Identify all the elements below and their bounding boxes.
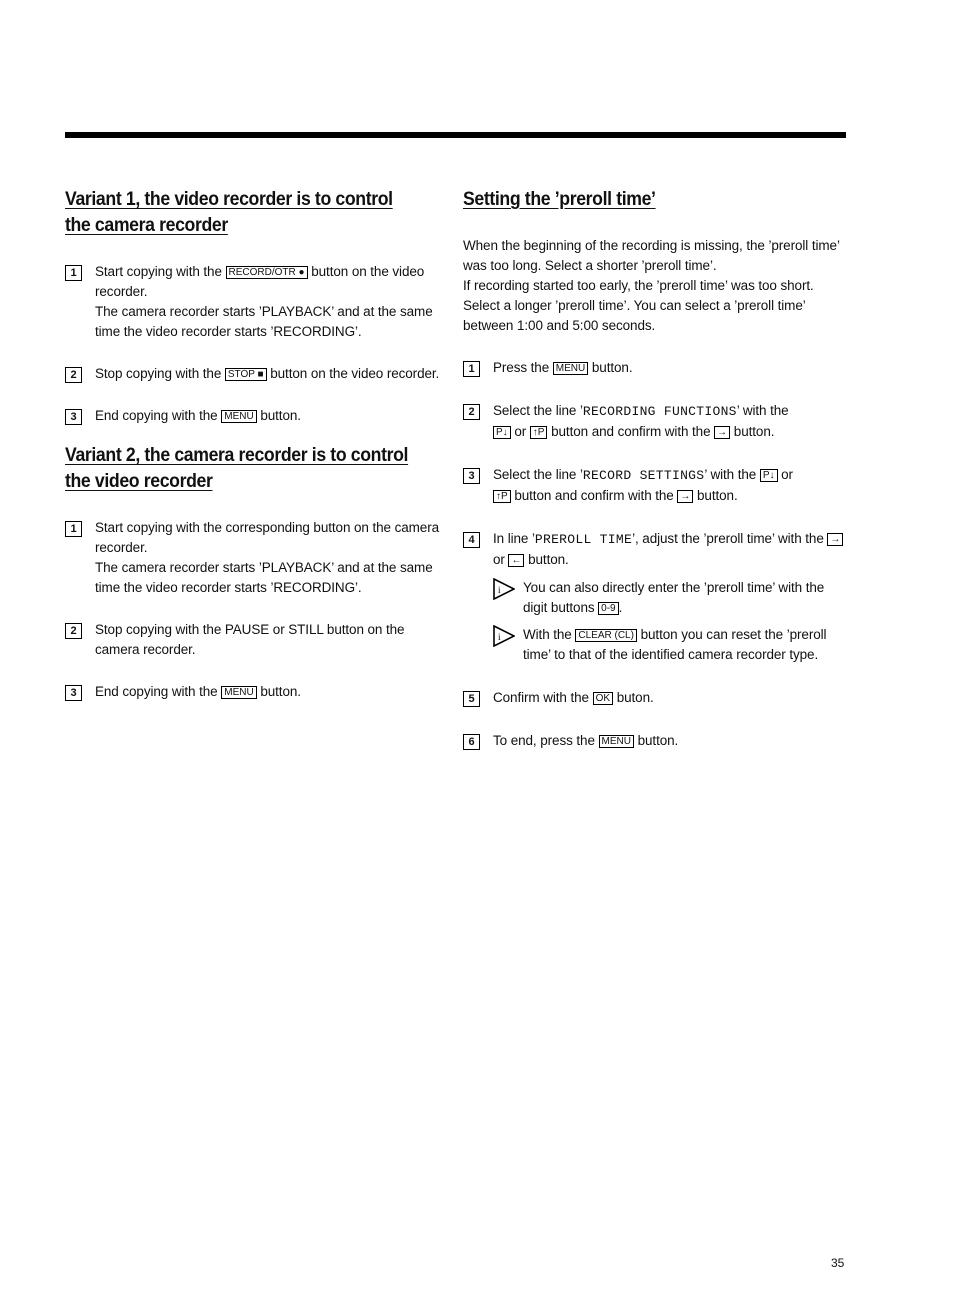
info-note-2: i With the CLEAR (CL) button you can reset the ’preroll time’ to that of the identified camera recorder type.: [463, 625, 848, 665]
info-note-1: i You can also directly enter the ’preroll time’ with the digit buttons 0-9 .: [463, 578, 848, 618]
v1-step-2: 2 Stop copying with the STOP ■ button on the video recorder.: [65, 364, 445, 384]
svg-text:i: i: [498, 585, 501, 595]
step-number: 3: [463, 468, 480, 484]
variant1-heading: Variant 1, the video recorder is to control the camera recorder: [65, 189, 393, 236]
step-number: 4: [463, 532, 480, 548]
step-number: 1: [463, 361, 480, 377]
svg-text:i: i: [498, 632, 501, 642]
menu-key: MENU: [599, 735, 634, 748]
digit-key: 0-9: [598, 602, 618, 615]
v2-step-3: 3 End copying with the MENU button.: [65, 682, 445, 702]
p-down-key: P↓: [493, 426, 511, 439]
step-number: 6: [463, 734, 480, 750]
preroll-step-6: 6 To end, press the MENU button.: [463, 731, 848, 751]
v2-step-2: 2 Stop copying with the PAUSE or STILL button on the camera recorder.: [65, 620, 445, 660]
p-down-key: P↓: [760, 469, 778, 482]
step-number: 5: [463, 691, 480, 707]
intro-paragraph: When the beginning of the recording is missing, the ’preroll time’ was too long. Select a shorter ’preroll time’. If recording started too early, the ’preroll time’ was too short. Select a longer ’preroll time’. You can select a ’preroll time’ between 1:00 and 5:00 seconds.: [463, 238, 840, 333]
variant2-heading: Variant 2, the camera recorder is to control the video recorder: [65, 445, 409, 492]
left-arrow-key: ←: [508, 554, 524, 567]
page-number: 35: [831, 1256, 845, 1270]
preroll-step-1: 1 Press the MENU button.: [463, 358, 848, 378]
step-number: 1: [65, 265, 82, 281]
step-number: 2: [65, 623, 82, 639]
clear-key: CLEAR (CL): [575, 629, 637, 642]
v2-step-1: 1 Start copying with the corresponding button on the camera recorder. The camera recorder starts ’PLAYBACK’ and at the same time the video recorder starts ’RECORDING’.: [65, 518, 445, 598]
right-arrow-key: →: [714, 426, 730, 439]
p-up-key: ↑P: [493, 490, 511, 503]
record-otr-key: RECORD/OTR ●: [226, 266, 308, 279]
left-column: [65, 187, 445, 702]
preroll-step-2: 2 Select the line ’RECORDING FUNCTIONS’ with the P↓ or ↑P button and confirm with the → button.: [463, 401, 848, 442]
menu-key: MENU: [221, 686, 256, 699]
stop-key: STOP ■: [225, 368, 267, 381]
menu-key: MENU: [553, 362, 588, 375]
preroll-step-3: 3 Select the line ’RECORD SETTINGS’ with the P↓ or ↑P button and confirm with the → button.: [463, 465, 848, 506]
right-arrow-key: →: [827, 533, 843, 546]
info-triangle-icon: [493, 578, 515, 600]
step-number: 2: [463, 404, 480, 420]
right-arrow-key: →: [677, 490, 693, 503]
info-triangle-icon: [493, 625, 515, 647]
top-rule: [65, 132, 846, 138]
ok-key: OK: [593, 692, 613, 705]
v1-step-3: 3 End copying with the MENU button.: [65, 406, 445, 426]
step-number: 3: [65, 685, 82, 701]
preroll-step-4: 4 In line ’PREROLL TIME’, adjust the ’preroll time’ with the → or ← button. i You can also directly enter the ’preroll time’ with the digit buttons 0-9 . i With the CLEAR (CL) button you can reset the ’preroll time’ to that of the identified camera recorder type.: [463, 529, 848, 665]
right-column: [463, 187, 848, 751]
step-number: 3: [65, 409, 82, 425]
menu-key: MENU: [221, 410, 256, 423]
preroll-heading: Setting the ’preroll time’: [463, 189, 656, 210]
step-number: 1: [65, 521, 82, 537]
step-number: 2: [65, 367, 82, 383]
p-up-key: ↑P: [530, 426, 548, 439]
v1-step-1: 1 Start copying with the RECORD/OTR ● button on the video recorder. The camera recorder starts ’PLAYBACK’ and at the same time the video recorder starts ’RECORDING’.: [65, 262, 445, 342]
preroll-step-5: 5 Confirm with the OK buton.: [463, 688, 848, 708]
